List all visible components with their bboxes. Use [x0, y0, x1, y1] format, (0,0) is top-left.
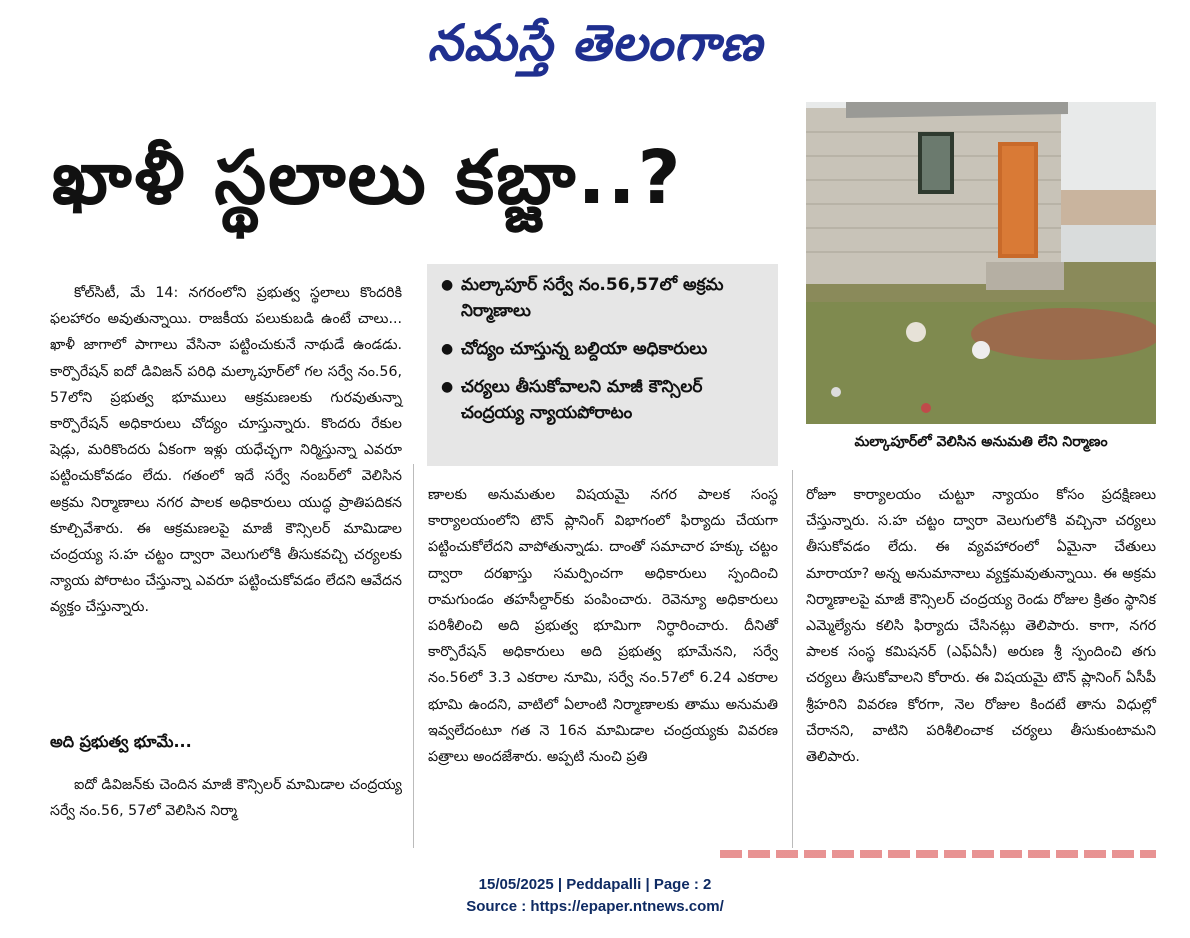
highlight-item: ● చోద్యం చూస్తున్న బల్దియా అధికారులు	[441, 336, 770, 362]
highlight-item: ● చర్యలు తీసుకోవాలని మాజీ కౌన్సిలర్ చంద్రయ్య న్యాయపోరాటం	[441, 374, 770, 426]
article-column-3	[806, 482, 1156, 770]
article-column-1	[50, 280, 402, 621]
article-photo	[806, 102, 1156, 424]
footer-source: Source : https://epaper.ntnews.com/	[466, 898, 724, 915]
column-divider	[413, 464, 414, 848]
page-footer	[0, 874, 1190, 918]
article-paragraph: రోజూ కార్యాలయం చుట్టూ న్యాయం కోసం ప్రదక్షిణలు చేస్తున్నారు. స.హ చట్టం ద్వారా వెలుగులోకి వచ్చినా చర్యలు తీసుకోవడం లేదు. ఈ వ్యవహారంలో ఏమైనా చేతులు మారాయా? అన్న అనుమానాలు వ్యక్తమవుతున్నాయి. ఈ అక్రమ నిర్మాణాలపై మాజీ కౌన్సిలర్ చంద్రయ్య రెండు రోజుల క్రితం స్థానిక ఎమ్మెల్యేను కలిసి ఫిర్యాదు చేసినట్లు తెలిపారు. కాగా, నగర పాలక సంస్థ కమిషనర్ (ఎఫ్ఏసీ) అరుణ శ్రీ స్పందించి తగు చర్యలు తీసుకోవాలని కోరారు. ఈ విషయమై టౌన్ ప్లానింగ్ ఏసీపీ శ్రీహరిని వివరణ కోరగా, నెల రోజుల కిందటే తాను విధుల్లో చేరానని, వాటిని పరిశీలించాక చర్యలు తీసుకుంటామని తెలిపారు.	[806, 487, 1156, 766]
article-paragraph: కోల్‌సిటీ, మే 14: నగరంలోని ప్రభుత్వ స్థలాలు కొందరికి ఫలహారం అవుతున్నాయి. రాజకీయ పలుకుబడి ఉంటే చాలు... ఖాళీ జాగాలో పాగాలు వేసినా పట్టించుకునే నాథుడే ఉండడు. కార్పొరేషన్ ఐదో డివిజన్ పరిధి మల్కాపూర్‌లో గల సర్వే నం.56, 57లోని ప్రభుత్వ భూములు ఆక్రమణలకు గురవుతున్నా కార్పొరేషన్ అధికారులు చోద్యం చూస్తున్నారు. కొందరు రేకుల షెడ్లు, మరికొందరు ఏకంగా ఇళ్లు యధేచ్ఛగా నిర్మిస్తున్నా ఎవరూ పట్టించుకోవడం లేదు. గతంలో ఇదే సర్వే నంబర్‌లో వెలిసిన అక్రమ నిర్మాణాలు నగర పాలక అధికారులు యుద్ధ ప్రాతిపదికన కూల్చివేశారు. ఈ ఆక్రమణలపై మాజీ కౌన్సిలర్ మామిడాల చంద్రయ్య స.హ చట్టం ద్వారా వెలుగులోకి తీసుకవచ్చి చర్యలకు న్యాయ పోరాటం చేస్తున్నా ఎవరూ పట్టించుకోవడం లేదని ఆవేదన వ్యక్తం చేస్తున్నారు.	[50, 285, 402, 616]
article-paragraph: ఐదో డివిజన్‌కు చెందిన మాజీ కౌన్సిలర్ మామిడాల చంద్రయ్య సర్వే నం.56, 57లో వెలిసిన నిర్మా	[50, 777, 402, 820]
article-paragraph: ణాలకు అనుమతుల విషయమై నగర పాలక సంస్థ కార్యాలయంలోని టౌన్ ప్లానింగ్ విభాగంలో ఫిర్యాదు చేయగా పట్టించుకోలేదని వాపోతున్నాడు. దాంతో సమాచార హక్కు చట్టం ద్వారా దరఖాస్తు సమర్పించగా అధికారులు స్పందించి రామగుండం తహసీల్దార్‌కు పంపించారు. రెవెన్యూ అధికారులు పరిశీలించి అది ప్రభుత్వ భూమిగా నిర్ధారించారు. దీనితో కార్పొరేషన్ అధికారులు అది ప్రభుత్వ భూమేనని, సర్వే నం.56లో 3.3 ఎకరాల నూమి, సర్వే నం.57లో 6.24 ఎకరాల భూమి ఉందని, వాటిలో ఏలాంటి నిర్మాణాలకు తాము అనుమతి ఇవ్వలేదంటూ గత నె 16న మామిడాల చంద్రయ్యకు వివరణ పత్రాలు అందజేశారు. అప్పటి నుంచి ప్రతి	[428, 487, 778, 766]
article-column-1-continued	[50, 772, 402, 824]
next-article-strip	[720, 850, 1156, 858]
photo-caption: మల్కాపూర్‌లో వెలిసిన అనుమతి లేని నిర్మాణం	[854, 434, 1108, 450]
highlight-item: ● మల్కాపూర్ సర్వే నం.56,57లో అక్రమ నిర్మాణాలు	[441, 272, 770, 324]
newspaper-masthead: నమస్తే తెలంగాణ	[427, 13, 763, 72]
footer-date-edition: 15/05/2025 | Peddapalli | Page : 2	[478, 876, 712, 893]
article-headline: ఖాళీ స్థలాలు కబ్జా..?	[52, 135, 683, 221]
column-divider	[792, 470, 793, 848]
article-subheading: అది ప్రభుత్వ భూమే...	[50, 732, 192, 751]
highlights-box	[427, 264, 778, 466]
article-column-2	[428, 482, 778, 770]
